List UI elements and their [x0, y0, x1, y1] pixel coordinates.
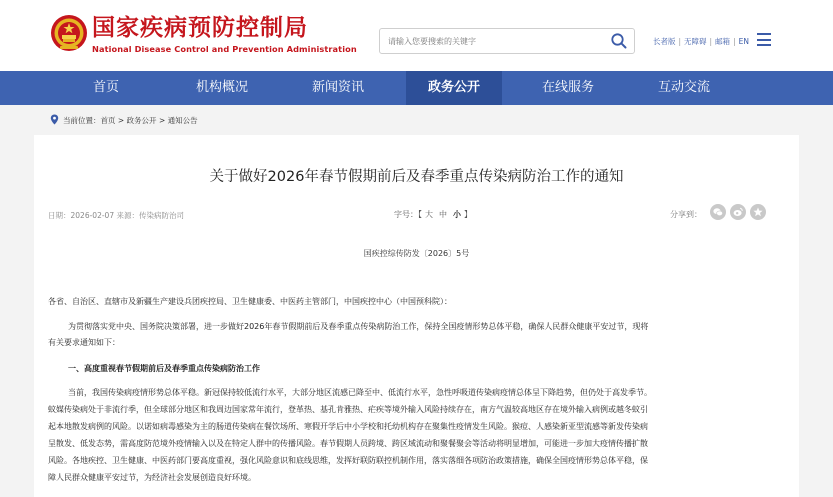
share-wechat-button[interactable] [710, 204, 726, 220]
paragraph-intro-line: 为贯彻落实党中央、国务院决策部署，进一步做好2026年春节假期前后及春季重点传染病防治工作，保持全国疫情形势总体平稳，确保人民群众健康平安过节，现将 [68, 322, 649, 331]
article-panel [34, 135, 799, 497]
paragraph-body-line: 障人民群众健康平安过节，为经济社会发展创造良好环境。 [48, 473, 256, 482]
paragraph-body-line: 蚊媒传染病处于非流行季，但全球部分地区和我周边国家常年流行，登革热、基孔肯雅热、疟疾等境外输入风险持续存在，南方气温较高地区存在境外输入病例或越冬蚊引 [48, 405, 648, 414]
date-label: 日期： [48, 211, 71, 220]
font-size-label: 字号： [394, 210, 418, 219]
nav-item-interaction[interactable]: 互动交流 [657, 80, 710, 95]
font-size-bracket-open: 【 [418, 210, 422, 219]
font-size-small[interactable]: 小 [453, 210, 461, 219]
breadcrumb-prefix: 当前位置： [63, 116, 101, 125]
document-number: 国疾控综传防发〔2026〕5号 [363, 249, 470, 258]
site-logo-subtitle: National Disease Control and Prevention Administration [92, 44, 357, 54]
breadcrumb [50, 113, 198, 129]
link-separator: | [678, 37, 682, 46]
top-links [653, 36, 749, 47]
nav-item-about[interactable]: 机构概况 [195, 80, 248, 95]
paragraph-body-line: 呈散发、低发态势，需高度防范境外疫情输入以及在特定人群中的传播风险。春节假期人员跨境、跨区域流动和聚餐聚会等活动将明显增加，可能进一步加大疫情传播扩散 [48, 439, 648, 448]
nav-item-home[interactable]: 首页 [92, 80, 119, 95]
qzone-star-icon [753, 207, 763, 217]
link-english[interactable]: EN [738, 37, 749, 46]
main-nav [0, 71, 833, 105]
national-emblem-icon[interactable] [50, 13, 88, 53]
search-icon[interactable] [610, 32, 628, 50]
paragraph-intro-line: 有关要求通知如下： [48, 338, 120, 347]
link-mailbox[interactable]: 邮箱 [715, 37, 731, 46]
article-meta [48, 210, 184, 221]
font-size-medium[interactable]: 中 [439, 210, 447, 219]
search-box [379, 28, 635, 54]
nav-item-online-services[interactable]: 在线服务 [541, 80, 594, 95]
breadcrumb-gov-affairs[interactable]: 政务公开 [126, 116, 157, 125]
source-label: 来源： [116, 211, 139, 220]
share-weibo-button[interactable] [730, 204, 746, 220]
wechat-icon [713, 207, 723, 217]
link-accessibility[interactable]: 无障碍 [684, 37, 707, 46]
article-title: 关于做好2026年春节假期前后及春季重点传染病防治工作的通知 [209, 169, 624, 185]
font-size-switcher [394, 209, 472, 220]
hamburger-menu-icon[interactable] [757, 33, 771, 46]
share-label: 分享到： [670, 210, 702, 219]
breadcrumb-separator: > [115, 116, 127, 125]
nav-item-news[interactable]: 新闻资讯 [311, 80, 364, 95]
paragraph-body-line: 风险。各地疾控、卫生健康、中医药部门要高度重视，强化风险意识和底线思维，发挥好联防联控机制作用，落实落细各项防治政策措施，确保全国疫情形势总体平稳，保 [48, 456, 648, 465]
breadcrumb-home[interactable]: 首页 [100, 116, 116, 125]
search-input[interactable] [388, 29, 598, 53]
font-size-large[interactable]: 大 [425, 210, 433, 219]
nav-item-gov-affairs[interactable]: 政务公开 [406, 71, 502, 105]
link-separator: | [709, 37, 713, 46]
weibo-icon [733, 207, 743, 217]
article-source: 传染病防治司 [138, 211, 184, 220]
breadcrumb-notices[interactable]: 通知公告 [167, 116, 198, 125]
share-qzone-button[interactable] [750, 204, 766, 220]
breadcrumb-separator: > [156, 116, 168, 125]
site-logo-title[interactable]: 国家疾病预防控制局 [92, 15, 308, 41]
paragraph-salutation: 各省、自治区、直辖市及新疆生产建设兵团疾控局、卫生健康委、中医药主管部门，中国疾控中心（中国预科院）： [48, 297, 452, 306]
paragraph-body-line: 起本地散发病例的风险。以诺如病毒感染为主的肠道传染病在餐饮场所、寒假开学后中小学校和托幼机构存在聚集性疫情发生风险。猴痘、人感染新亚型流感等新发传染病 [48, 422, 648, 431]
link-separator: | [733, 37, 736, 46]
site-header [0, 0, 833, 71]
paragraph-body-line: 当前，我国传染病疫情形势总体平稳。新冠保持较低流行水平，大部分地区流感已降至中、低流行水平，急性呼吸道传染病疫情总体呈下降趋势，但仍处于高发季节。 [68, 388, 652, 397]
article-date: 2026-02-07 [70, 211, 115, 220]
link-elder-mode[interactable]: 长者版 [653, 37, 676, 46]
section-heading: 一、高度重视春节假期前后及春季重点传染病防治工作 [68, 364, 260, 373]
font-size-bracket-close: 】 [464, 210, 472, 219]
location-pin-icon [50, 114, 59, 125]
